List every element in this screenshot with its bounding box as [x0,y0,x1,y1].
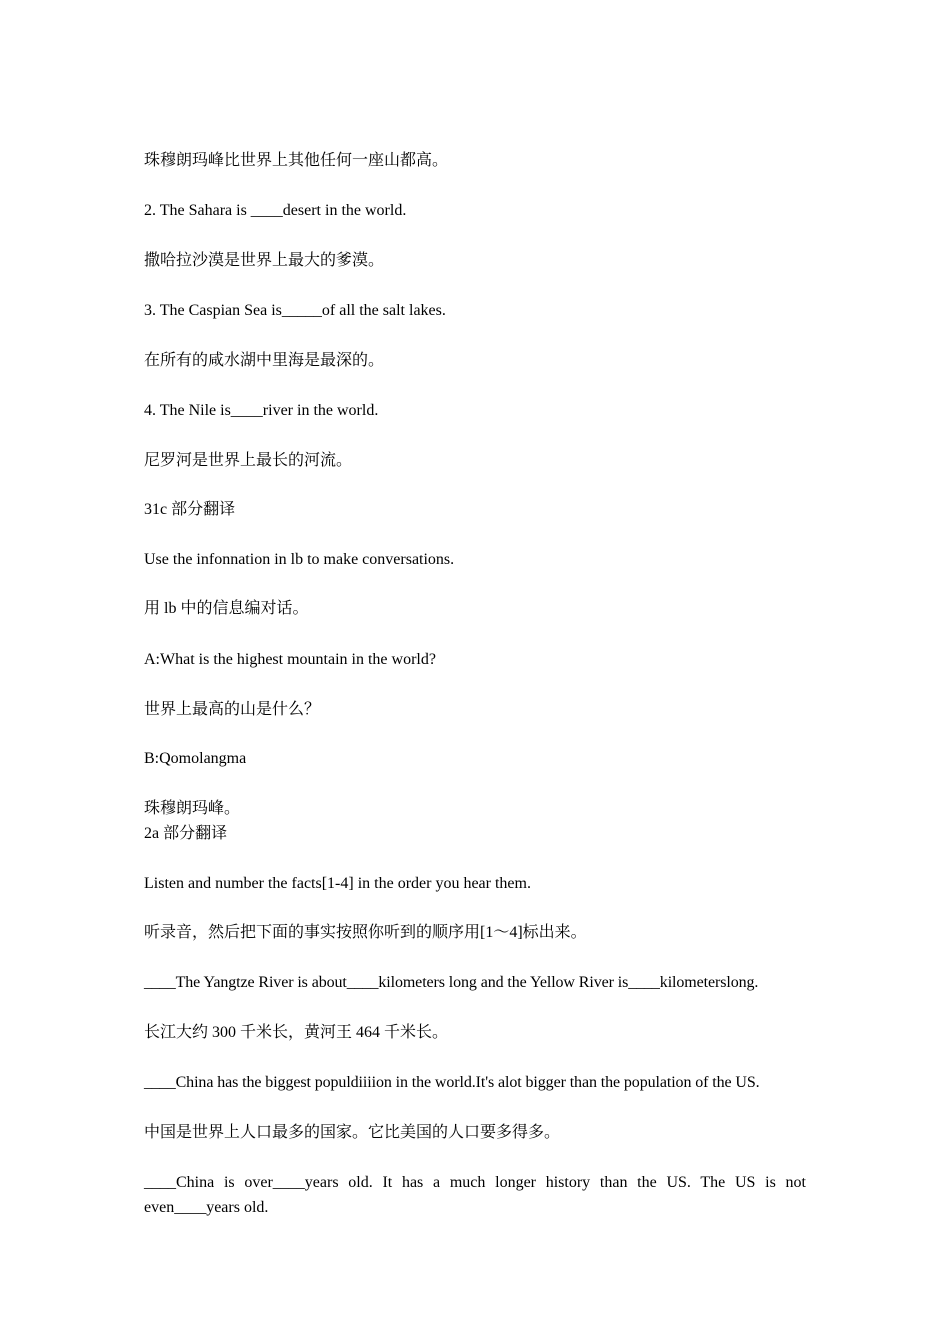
fact-population: ____China has the biggest populdiiiion in the world.It's alot bigger than the population of the US. [144,1074,760,1091]
translation-everest: 珠穆朗玛峰比世界上其他任何一座山都高。 [144,152,449,169]
dialogue-b: B:Qomolangma [144,750,247,767]
instruction-conversations: Use the infonnation in lb to make conversations. [144,551,455,568]
translation-instruction-listen: 听录音，然后把下面的事实按照你听到的顺序用[1～4]标出来。 [144,924,587,941]
exercise-caspian: 3. The Caspian Sea is_____of all the salt lakes. [144,302,446,319]
document-page [144,0,806,1344]
fact-rivers: ____The Yangtze River is about____kilometers long and the Yellow River is____kilometerslong. [144,974,759,991]
fact-history: ____China is over____years old. It has a much longer history than the US. The US is not even____years old. [144,1174,806,1216]
translation-fact-population: 中国是世界上人口最多的国家。它比美国的人口要多得多。 [144,1124,561,1141]
dialogue-a: A:What is the highest mountain in the world? [144,651,436,668]
translation-caspian: 在所有的咸水湖中里海是最深的。 [144,352,385,369]
translation-dialogue-a: 世界上最高的山是什么？ [144,701,321,718]
section-heading-1c: 31c 部分翻译 [144,501,236,518]
translation-instruction-conversations: 用 lb 中的信息编对话。 [144,600,309,617]
translation-dialogue-b: 珠穆朗玛峰。 [144,800,241,817]
translation-nile: 尼罗河是世界上最长的河流。 [144,452,353,469]
section-heading-2a: 2a 部分翻译 [144,825,228,842]
instruction-listen: Listen and number the facts[1-4] in the order you hear them. [144,875,531,892]
exercise-nile: 4. The Nile is____river in the world. [144,402,379,419]
translation-sahara: 撒哈拉沙漠是世界上最大的爹漠。 [144,252,385,269]
exercise-sahara: 2. The Sahara is ____desert in the world. [144,202,407,219]
translation-fact-rivers: 长江大约 300 千米长，黄河王 464 千米长。 [144,1024,449,1041]
